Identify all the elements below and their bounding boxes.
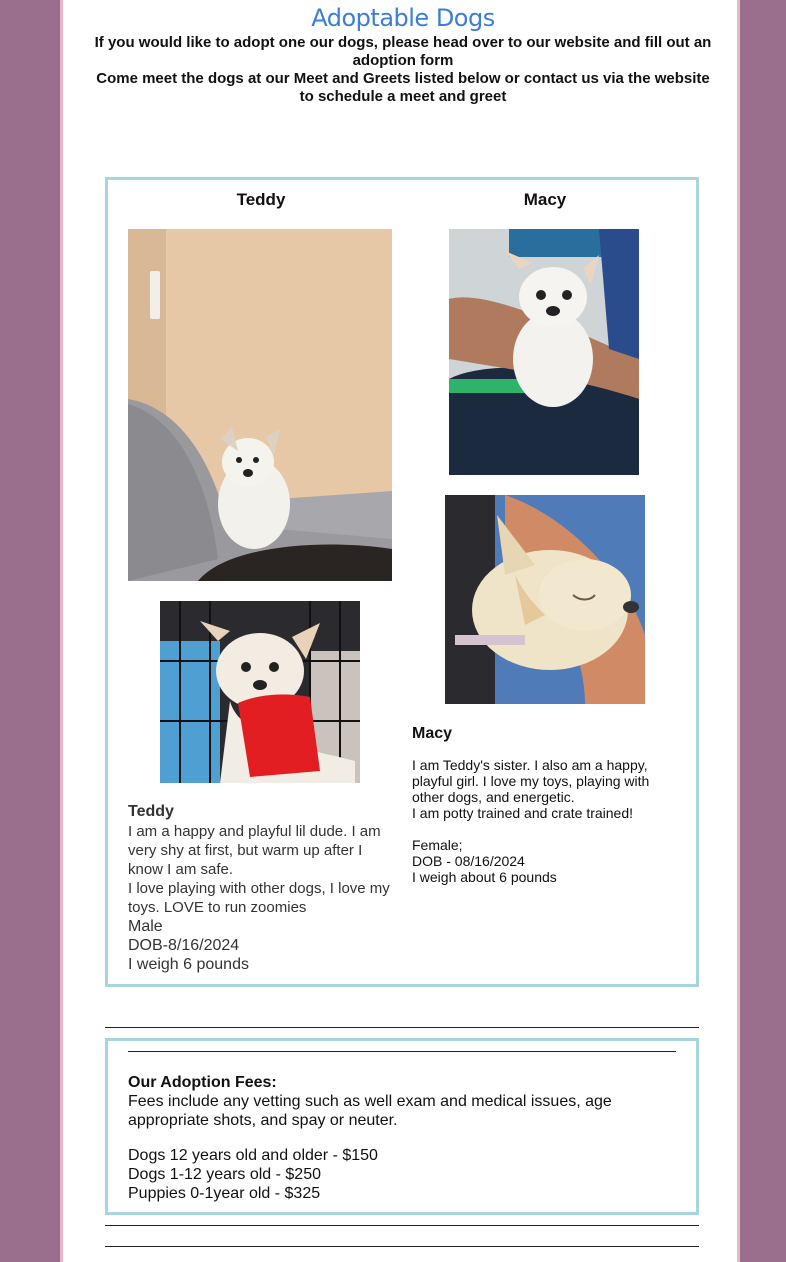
intro-adopt-text: If you would like to adopt one our dogs, please head over to our website and fill out an adoption form — [94, 34, 712, 69]
teddy-profile — [128, 802, 398, 974]
macy-photo-sleeping[interactable] — [445, 495, 645, 704]
fees-divider — [128, 1051, 676, 1052]
macy-profile — [412, 726, 672, 885]
teddy-photo-harness[interactable] — [160, 601, 360, 783]
divider — [105, 1027, 699, 1028]
macy-training: I am potty trained and crate trained! — [412, 805, 634, 821]
teddy-weight: I weigh 6 pounds — [128, 956, 249, 973]
teddy-heading: Teddy — [236, 190, 286, 209]
fees-description: Fees include any vetting such as well exam and medical issues, age appropriate shots, and spay or neuter. — [128, 1093, 612, 1129]
page-title: Adoptable Dogs — [311, 4, 495, 32]
dogs-card — [105, 177, 699, 987]
adoption-fees-card — [105, 1038, 699, 1215]
teddy-likes: I love playing with other dogs, I love my toys. LOVE to run zoomies — [128, 880, 390, 916]
teddy-description: I am a happy and playful lil dude. I am very shy at first, but warm up after I know I am safe. — [128, 823, 381, 878]
macy-photo-held[interactable] — [449, 229, 639, 475]
page-content — [60, 0, 740, 1262]
intro-meet-text: Come meet the dogs at our Meet and Greets listed below or contact us via the website to schedule a meet and greet — [96, 70, 710, 105]
fees-heading: Our Adoption Fees: — [128, 1074, 277, 1091]
macy-description: I am Teddy's sister. I also am a happy, playful girl. I love my toys, playing with other dogs, and energetic. — [412, 757, 650, 805]
macy-heading: Macy — [523, 190, 567, 209]
teddy-dob: DOB-8/16/2024 — [128, 937, 240, 954]
teddy-sex: Male — [128, 918, 163, 935]
macy-weight: I weigh about 6 pounds — [412, 869, 557, 885]
macy-dob: DOB - 08/16/2024 — [412, 853, 525, 869]
macy-name: Macy — [412, 725, 453, 742]
fee-item: Dogs 12 years old and older - $150 — [128, 1147, 378, 1164]
macy-sex: Female; — [412, 837, 463, 853]
teddy-photo-couch[interactable] — [128, 229, 392, 581]
fee-item: Dogs 1-12 years old - $250 — [128, 1166, 321, 1183]
teddy-name: Teddy — [128, 803, 174, 820]
divider — [105, 1225, 699, 1226]
fees-content — [128, 1073, 668, 1203]
fee-item: Puppies 0-1year old - $325 — [128, 1185, 321, 1202]
divider — [105, 1246, 699, 1247]
